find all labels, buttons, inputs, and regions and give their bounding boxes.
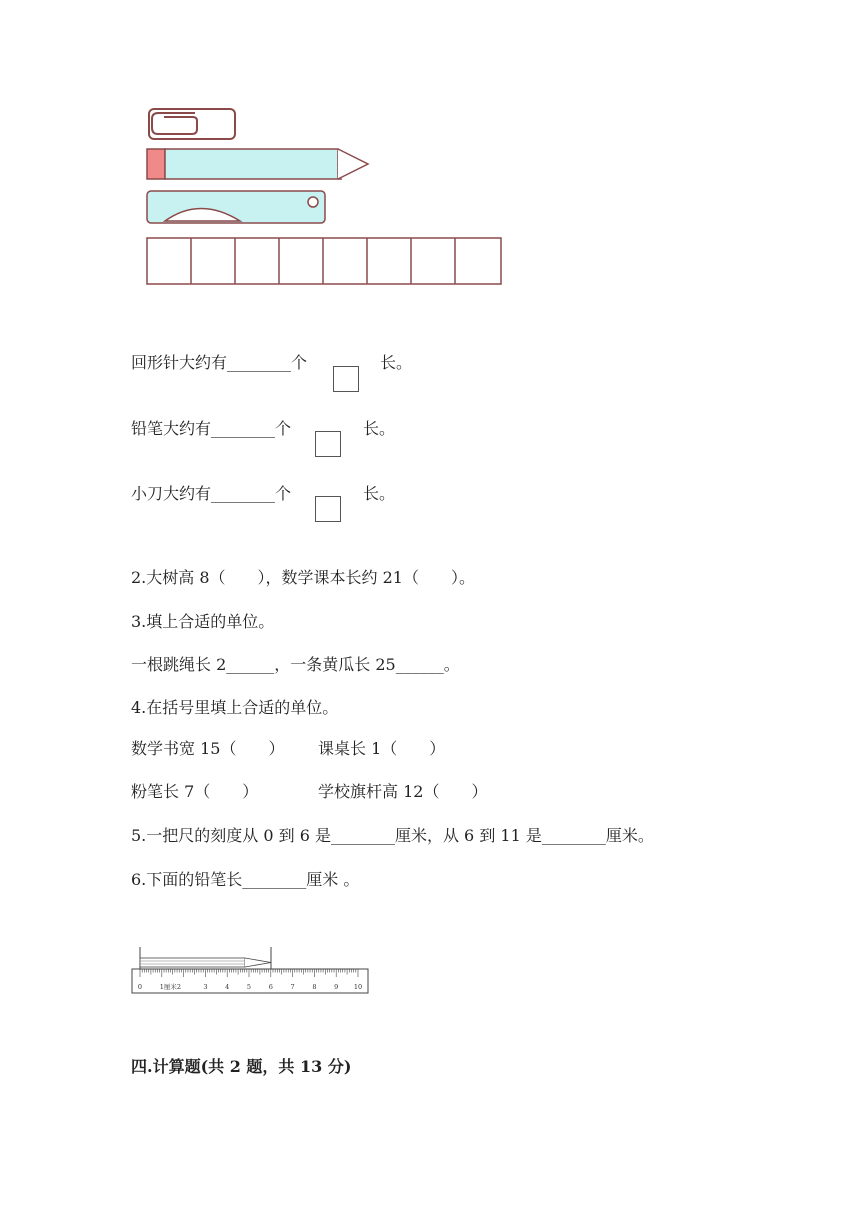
ruler-tick-label: 9	[334, 983, 339, 991]
ruler-tick-label: 8	[312, 983, 317, 991]
pencil-icon	[147, 149, 368, 179]
q1-unit: 个	[275, 484, 292, 503]
question-2: 2.大树高 8（ ），数学课本长约 21（ ）。	[131, 568, 475, 587]
question-4-title: 4.在括号里填上合适的单位。	[131, 698, 339, 717]
question-4-item: 学校旗杆高 12（ ）	[318, 782, 488, 801]
pencil-icon	[140, 958, 271, 967]
q1-unit: 个	[291, 353, 308, 372]
ruler-tick-label: 7	[290, 983, 295, 991]
q1-line-knife	[131, 483, 291, 505]
unit-square-grid	[147, 238, 501, 284]
q1-text: 回形针大约有	[131, 353, 228, 372]
q1-suffix: 长。	[363, 419, 396, 438]
ruler-tick-label: 5	[246, 983, 252, 991]
q1-suffix: 长。	[363, 484, 396, 503]
ruler-tick-label: 1厘米2	[159, 983, 182, 991]
ruler-tick-label: 10	[353, 983, 363, 991]
answer-blank[interactable]: ________	[211, 484, 276, 503]
question-3-line: 一根跳绳长 2______，一条黄瓜长 25______。	[131, 655, 460, 674]
ruler-icon	[132, 969, 368, 993]
ruler-illustration	[128, 945, 373, 997]
section-4-title: 四.计算题(共 2 题，共 13 分)	[131, 1057, 352, 1076]
question-4-item: 课桌长 1（ ）	[318, 739, 446, 758]
question-4-item: 数学书宽 15（ ）	[131, 739, 285, 758]
ruler-tick-label: 3	[203, 983, 208, 991]
q1-line-pencil	[131, 418, 291, 440]
q1-suffix: 长。	[380, 353, 413, 372]
q1-unit: 个	[275, 419, 292, 438]
q1-text: 小刀大约有	[131, 484, 212, 503]
q1-text: 铅笔大约有	[131, 419, 212, 438]
unit-square-icon	[333, 366, 359, 392]
knife-icon	[147, 191, 325, 223]
question-6: 6.下面的铅笔长________厘米 。	[131, 870, 360, 889]
question-4-item: 粉笔长 7（ ）	[131, 782, 259, 801]
measurement-illustration	[140, 100, 520, 295]
paper-clip-icon	[149, 109, 235, 139]
question-3-title: 3.填上合适的单位。	[131, 612, 275, 631]
answer-blank[interactable]: ________	[227, 353, 292, 372]
q1-line-paperclip	[131, 352, 307, 374]
unit-square-icon	[315, 496, 341, 522]
question-5: 5.一把尺的刻度从 0 到 6 是________厘米，从 6 到 11 是________厘米。	[131, 826, 654, 845]
unit-square-icon	[315, 431, 341, 457]
ruler-tick-label: 6	[268, 983, 273, 991]
answer-blank[interactable]: ________	[211, 419, 276, 438]
ruler-tick-label: 4	[225, 983, 230, 991]
ruler-tick-label: 0	[137, 983, 143, 991]
